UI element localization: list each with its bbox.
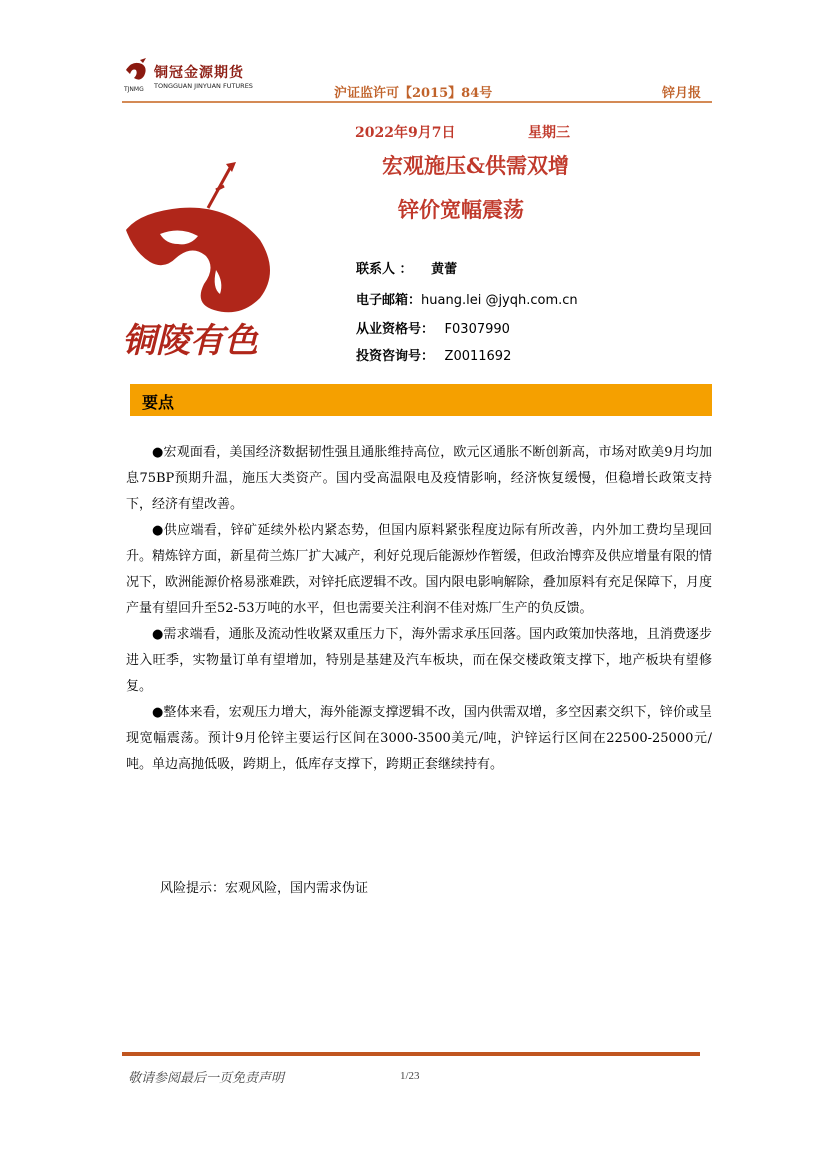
report-type: 锌月报 [662,86,702,101]
logo-abbr-text: TJNMG [124,86,144,93]
key-points-body [126,440,712,778]
paragraph-demand: ●需求端看，通胀及流动性收紧双重压力下，海外需求承压回落。国内政策加快落地，且消费逐步进入旺季，实物量订单有望增加，特别是基建及汽车板块，而在保交楼政策支撑下，地产板块有望修复。 [126,627,712,694]
contact-person [356,258,457,277]
contact-email-label: 电子邮箱： [356,293,422,308]
report-date: 2022年9月7日 [355,125,456,141]
risk-warning: 风险提示：宏观风险，国内需求伪证 [160,881,369,896]
contact-person-value: 黄蕾 [431,262,458,277]
contact-consulting [356,345,511,364]
key-points-heading-bar [130,384,712,416]
contact-qual-value: F0307990 [444,322,510,337]
brand-emblem [120,160,280,360]
company-logo [122,58,272,98]
report-title-line2: 锌价宽幅震荡 [398,197,524,222]
contact-qualification [356,318,510,337]
contact-person-label: 联系人 ： [356,262,413,277]
contact-consult-label: 投资咨询号： [356,349,435,364]
header-divider [122,101,712,103]
logo-cn-text: 铜冠金源期货 [154,65,244,81]
logo-en-text: TONGGUAN JINYUAN FUTURES [154,82,253,90]
logo-mark-icon [122,58,152,86]
paragraph-supply: ●供应端看，锌矿延续外松内紧态势，但国内原料紧张程度边际有所改善，内外加工费均呈现回升。精炼锌方面，新星荷兰炼厂扩大减产，利好兑现后能源炒作暂缓，但政治博弈及供应增量有限的情况下，欧洲能源价格易涨难跌，对锌托底逻辑不改。国内限电影响解除，叠加原料有充足保障下，月度产量有望回升至52-53万吨的水平，但也需要关注利润不佳对炼厂生产的负反馈。 [126,523,712,616]
report-title-line1: 宏观施压&供需双增 [382,153,569,178]
paragraph-overall: ●整体来看，宏观压力增大，海外能源支撑逻辑不改，国内供需双增，多空因素交织下，锌价或呈现宽幅震荡。预计9月伦锌主要运行区间在3000-3500美元/吨，沪锌运行区间在22500-25000元/吨。单边高抛低吸，跨期上，低库存支撑下，跨期正套继续持有。 [126,705,712,772]
report-weekday: 星期三 [528,125,570,141]
disclaimer-note: 敬请参阅最后一页免责声明 [128,1071,285,1086]
contact-email [356,289,578,308]
key-points-heading: 要点 [142,393,175,412]
footer-divider [122,1052,700,1056]
contact-qual-label: 从业资格号： [356,322,435,337]
contact-consult-value: Z0011692 [444,349,512,364]
paragraph-macro: ●宏观面看，美国经济数据韧性强且通胀维持高位，欧元区通胀不断创新高，市场对欧美9月均加息75BP预期升温，施压大类资产。国内受高温限电及疫情影响，经济恢复缓慢，但稳增长政策支持下，经济有望改善。 [126,445,712,512]
emblem-calligraphy: 铜陵有色 [122,321,258,360]
page-number: 1/23 [400,1070,420,1082]
license-number: 沪证监许可【2015】84号 [334,86,493,101]
contact-email-value[interactable]: huang.lei @jyqh.com.cn [421,293,578,308]
emblem-icon [120,160,280,360]
